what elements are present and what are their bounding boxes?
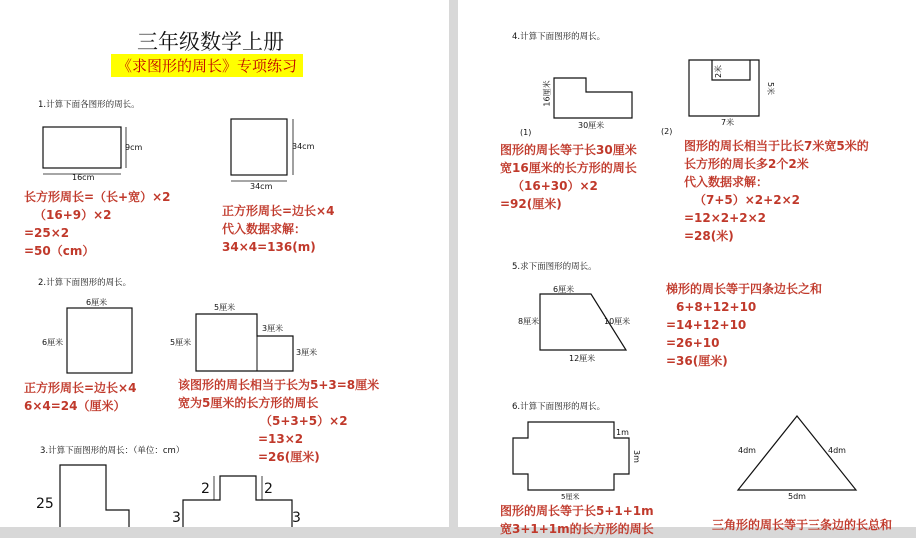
- q3-step-shape: [183, 476, 292, 527]
- q2-composite-side-label: 5厘米: [170, 338, 192, 347]
- q2-square-side-label: 6厘米: [42, 338, 64, 347]
- q4-fig1-number: (1): [520, 128, 532, 137]
- q2-answer-left: 正方形周长=边长×4 6×4=24（厘米）: [24, 381, 137, 413]
- q5-answer: 梯形的周长等于四条边长之和 6+8+12+10 =14+12+10 =26+10 =36(厘米): [666, 282, 823, 368]
- page-divider: [449, 0, 458, 527]
- q6-side-label: 3m: [631, 450, 641, 463]
- q2-square-top-label: 6厘米: [86, 298, 108, 307]
- q4-answer-right: 图形的周长相当于比长7米宽5米的 长方形的周长多2个2米 代入数据求解： （7+5）×2+2×2 =12×2+2×2 =28(米): [684, 139, 869, 243]
- q3-prompt: 3.计算下面图形的周长：（单位：cm）: [40, 446, 185, 456]
- q5-left-label: 8厘米: [518, 317, 540, 326]
- q3-l-shape: [60, 465, 129, 527]
- q4-fig2-notch-label: 2米: [714, 64, 724, 79]
- q2-composite-top-label: 5厘米: [214, 303, 236, 312]
- q4-answer-left: 图形的周长等于长30厘米 宽16厘米的长方形的周长 （16+30）×2 =92(厘米): [500, 143, 637, 211]
- q6-bottom-label: 5厘米: [561, 493, 580, 501]
- q4-fig1-bottom-label: 30厘米: [578, 121, 605, 130]
- q5-top-label: 6厘米: [553, 285, 575, 294]
- q4-prompt: 4.计算下面图形的周长。: [512, 32, 606, 42]
- q6-triangle-right-label: 4dm: [828, 446, 846, 455]
- page-subtitle: 《求图形的周长》专项练习: [111, 54, 303, 77]
- q1-answer-right: 正方形周长=边长×4 代入数据求解： 34×4=136(m): [222, 204, 335, 254]
- q3-label-2-right: 2: [264, 481, 273, 497]
- q3-label-2-left: 2: [201, 481, 210, 497]
- q6-answer-right: 三角形的周长等于三条边的长总和: [712, 518, 893, 532]
- q6-corner-label: 1m: [616, 428, 629, 437]
- q3-label-3-right: 3: [292, 510, 301, 526]
- q6-prompt: 6.计算下面图形的周长。: [512, 402, 606, 412]
- q1-answer-left: 长方形周长=（长+宽）×2 （16+9）×2 =25×2 =50（cm）: [24, 190, 171, 258]
- q6-triangle-left-label: 4dm: [738, 446, 756, 455]
- page-title: 三年级数学上册: [137, 30, 284, 54]
- q4-fig1-shape: [554, 78, 632, 118]
- q5-bottom-label: 12厘米: [569, 354, 596, 363]
- q1-rect-width-label: 16cm: [72, 173, 95, 182]
- q4-fig2-right-label: 5米: [766, 81, 776, 96]
- q5-right-label: 10厘米: [604, 317, 631, 326]
- q4-fig1-side-label: 16厘米: [542, 80, 552, 107]
- q2-prompt: 2.计算下面图形的周长。: [38, 278, 132, 288]
- worksheet-page-right: [458, 0, 916, 536]
- q2-small-top-label: 3厘米: [262, 324, 284, 333]
- q6-triangle-bottom-label: 5dm: [788, 492, 806, 501]
- q2-square: [67, 308, 132, 373]
- q4-fig2-number: (2): [661, 127, 673, 136]
- q1-square-width-label: 34cm: [250, 182, 273, 191]
- q2-small-side-label: 3厘米: [296, 348, 318, 357]
- q1-prompt: 1.计算下面各图形的周长。: [38, 100, 140, 110]
- q6-answer-left: 图形的周长等于长5+1+1m 宽3+1+1m的长方形的周长: [500, 504, 654, 536]
- q5-prompt: 5.求下面图形的周长。: [512, 262, 597, 272]
- q1-rect-height-label: 9cm: [125, 143, 143, 152]
- q2-answer-right: 该图形的周长相当于长为5+3=8厘米 宽为5厘米的长方形的周长 （5+3+5）×2 =13×2 =26(厘米): [178, 378, 380, 464]
- q1-square-height-label: 34cm: [292, 142, 315, 151]
- q6-cross-shape: [513, 422, 629, 490]
- worksheet-page-left: [0, 0, 449, 527]
- q3-label-25: 25: [36, 496, 54, 512]
- q1-rectangle: [43, 127, 121, 168]
- q1-square: [231, 119, 287, 175]
- q4-fig2-bottom-label: 7米: [721, 118, 735, 127]
- q3-label-3-left: 3: [172, 510, 181, 526]
